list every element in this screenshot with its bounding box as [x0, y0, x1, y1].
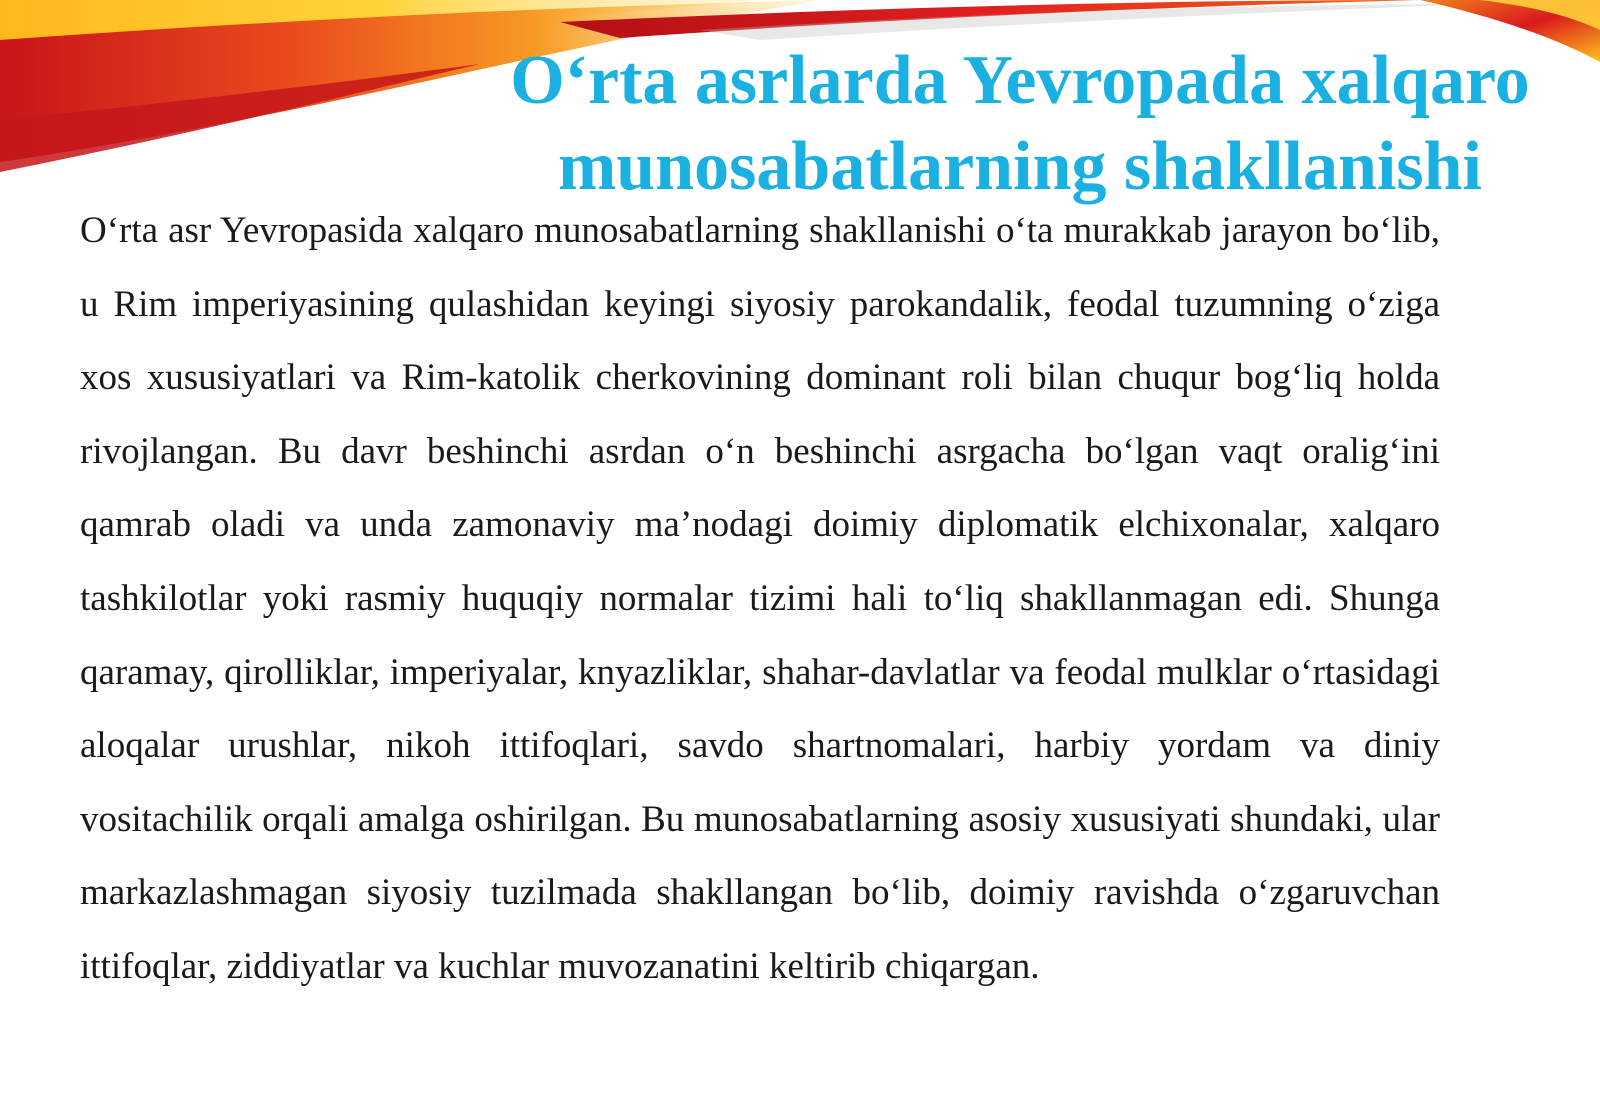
body-paragraph: O‘rta asr Yevropasida xalqaro munosabatlarning shakllanishi o‘ta murakkab jarayon bo‘lib, u Rim imperiyasining qulashidan keyingi siyosiy parokandalik, feodal tuzumning o‘ziga xos xususiyatlari va Rim-katolik cherkovining dominant roli bilan chuqur bog‘liq holda rivojlangan. Bu davr beshinchi asrdan o‘n beshinchi asrgacha bo‘lgan vaqt oralig‘ini qamrab oladi va unda zamonaviy ma’nodagi doimiy diplomatik elchixonalar, xalqaro tashkilotlar yoki rasmiy huquqiy normalar tizimi hali to‘liq shakllanmagan edi. Shunga qaramay, qirolliklar, imperiyalar, knyazliklar, shahar-davlatlar va feodal mulklar o‘rtasidagi aloqalar urushlar, nikoh ittifoqlari, savdo shartnomalari, harbiy yordam va diniy vositachilik orqali amalga oshirilgan. Bu munosabatlarning asosiy xususiyati shundaki, ular markazlashmagan siyosiy tuzilmada shakllangan bo‘lib, doimiy ravishda o‘zgaruvchan ittifoqlar, ziddiyatlar va kuchlar muvozanatini keltirib chiqargan.	[80, 210, 1440, 987]
slide-title: O‘rta asrlarda Yevropada xalqaro munosabatlarning shakllanishi	[510, 42, 1530, 205]
